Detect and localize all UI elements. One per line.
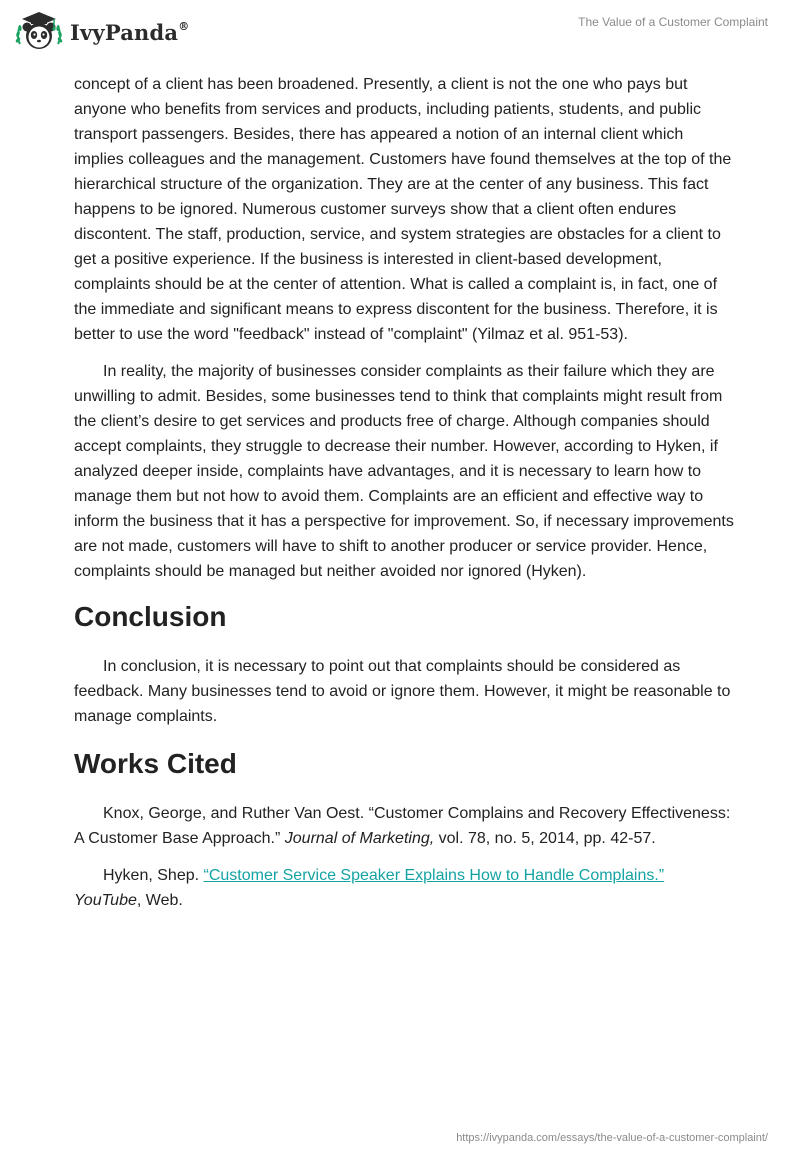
page-header [0,0,800,72]
body-paragraph-1: concept of a client has been broadened. Presently, a client is not the one who pays but anyone who benefits from services and products, including patients, students, and public transport passengers. Besides, there has appeared a notion of an internal client which implies colleagues and the management. Customers have found themselves at the top of the hierarchical structure of the organization. They are at the center of any business. This fact happens to be ignored. Numerous customer surveys show that a client often endures discontent. The staff, production, service, and system strategies are obstacles for a client to get a positive experience. If the business is interested in client-based development, complaints should be at the center of attention. What is called a complaint is, in fact, one of the immediate and significant means to express discontent for the business. Therefore, it is better to use the word "feedback" instead of "complaint" (Yilmaz et al. 951-53). [74,76,732,343]
body-paragraph-2: In reality, the majority of businesses consider complaints as their failure which they are unwilling to admit. Besides, some businesses tend to think that complaints might result from the client’s desire to get services and products free of charge. Although companies should accept complaints, they struggle to decrease their number. However, according to Hyken, if analyzed deeper inside, complaints have advantages, and it is necessary to learn how to manage them but not how to avoid them. Complaints are an efficient and effective way to inform the business that it has a perspective for improvement. So, if necessary improvements are not made, customers will have to shift to another producer or service provider. Hence, complaints should be managed but neither avoided nor ignored (Hyken). [74,363,734,580]
brand-name: IvyPanda® [70,19,190,45]
essay-content [74,72,734,925]
document-title: The Value of a Customer Complaint [578,15,768,29]
ivypanda-logo[interactable] [14,10,189,54]
citation-hyken: Hyken, Shep. “Customer Service Speaker Explains How to Handle Complains.” YouTube, Web. [74,867,665,909]
citation-video-link[interactable]: “Customer Service Speaker Explains How to Handle Complains.” [203,867,665,884]
citation-source: YouTube [74,892,137,909]
works-cited-heading: Works Cited [74,748,237,779]
citation-journal-title: Journal of Marketing, [284,830,435,847]
panda-logo-icon [14,10,64,54]
citation-knox: Knox, George, and Ruther Van Oest. “Customer Complains and Recovery Effectiveness: A Customer Base Approach.” Journal of Marketing, vol. 78, no. 5, 2014, pp. 42-57. [74,805,731,847]
page-url: https://ivypanda.com/essays/the-value-of-a-customer-complaint/ [456,1132,768,1144]
conclusion-paragraph: In conclusion, it is necessary to point out that complaints should be considered as feedback. Many businesses tend to avoid or ignore them. However, it might be reasonable to manage complaints. [74,658,731,725]
conclusion-heading: Conclusion [74,601,227,632]
